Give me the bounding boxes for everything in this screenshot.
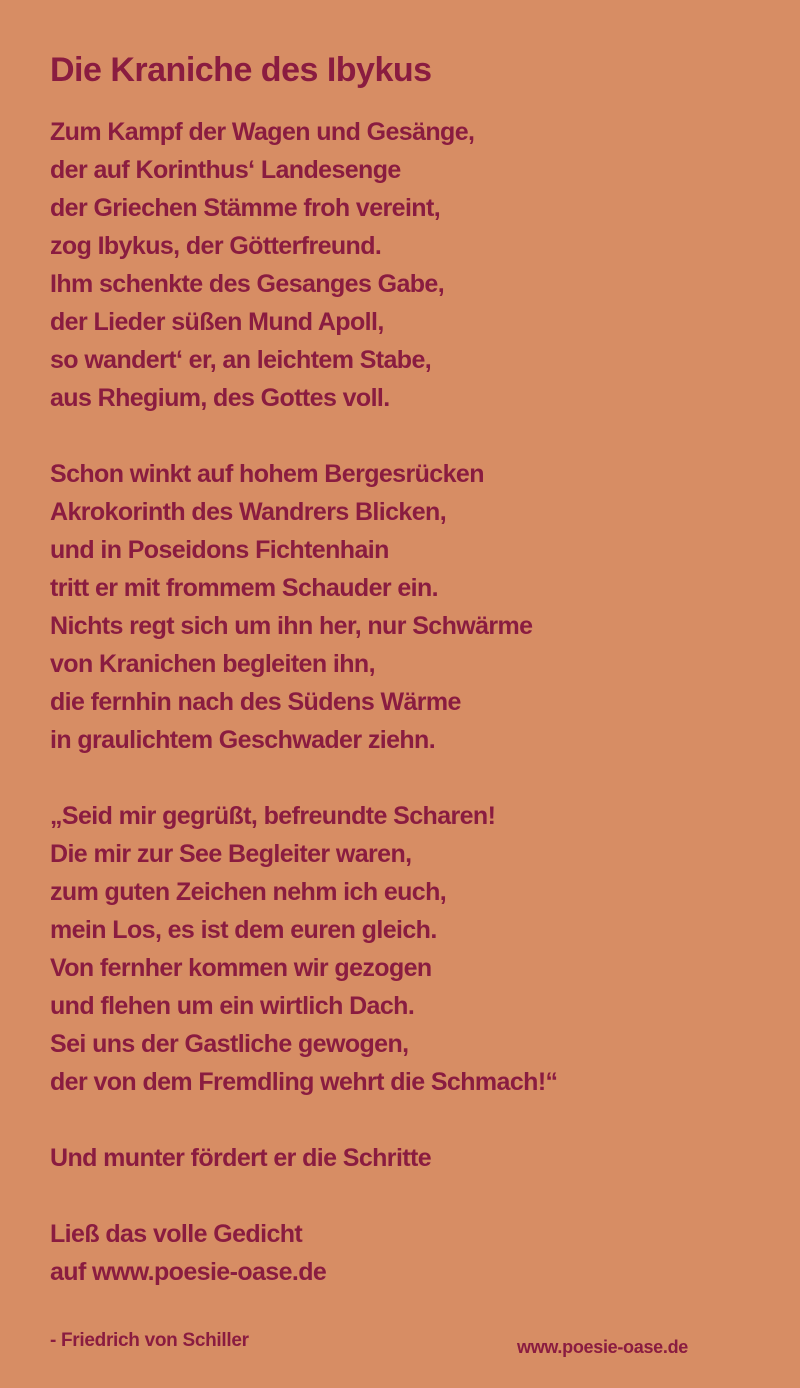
poem-line: Und munter fördert er die Schritte [50,1144,432,1172]
watermark: www.poesie-oase.de [517,1337,688,1357]
stanza-3 [50,797,760,1101]
stanza-1 [50,113,760,417]
poem-line: Akrokorinth des Wandrers Blicken, [50,498,447,526]
poem-line: so wandert‘ er, an leichtem Stabe, [50,346,432,374]
poem-line: mein Los, es ist dem euren gleich. [50,916,437,944]
poem-line: in graulichtem Geschwader ziehn. [50,726,436,754]
poem-line: aus Rhegium, des Gottes voll. [50,384,390,412]
poem-line: der von dem Fremdling wehrt die Schmach!“ [50,1068,558,1096]
promo-block [50,1215,760,1291]
poem-line: Zum Kampf der Wagen und Gesänge, [50,118,475,146]
poem-line: der Lieder süßen Mund Apoll, [50,308,384,336]
poem-line: der auf Korinthus‘ Landesenge [50,156,401,184]
poem-line: Sei uns der Gastliche gewogen, [50,1030,409,1058]
poem-title: Die Kraniche des Ibykus [50,51,432,89]
poem-line: Die mir zur See Begleiter waren, [50,840,412,868]
poem-line: tritt er mit frommem Schauder ein. [50,574,439,602]
poem-line: „Seid mir gegrüßt, befreundte Scharen! [50,802,496,830]
poem-line: Von fernher kommen wir gezogen [50,954,432,982]
poem-line: und flehen um ein wirtlich Dach. [50,992,415,1020]
poem-line: Ihm schenkte des Gesanges Gabe, [50,270,445,298]
poem-line: zum guten Zeichen nehm ich euch, [50,878,447,906]
continuation-block [50,1139,760,1177]
poem-line: Nichts regt sich um ihn her, nur Schwärme [50,612,533,640]
poem-line: der Griechen Stämme froh vereint, [50,194,441,222]
poem-line: die fernhin nach des Südens Wärme [50,688,461,716]
promo-line: Ließ das volle Gedicht [50,1220,303,1248]
promo-line-url: auf www.poesie-oase.de [50,1258,327,1286]
author-signature: - Friedrich von Schiller [50,1330,249,1351]
poem-line: von Kranichen begleiten ihn, [50,650,375,678]
poem-line: und in Poseidons Fichtenhain [50,536,389,564]
stanza-2 [50,455,760,759]
poem-line: Schon winkt auf hohem Bergesrücken [50,460,484,488]
poem-line: zog Ibykus, der Götterfreund. [50,232,382,260]
